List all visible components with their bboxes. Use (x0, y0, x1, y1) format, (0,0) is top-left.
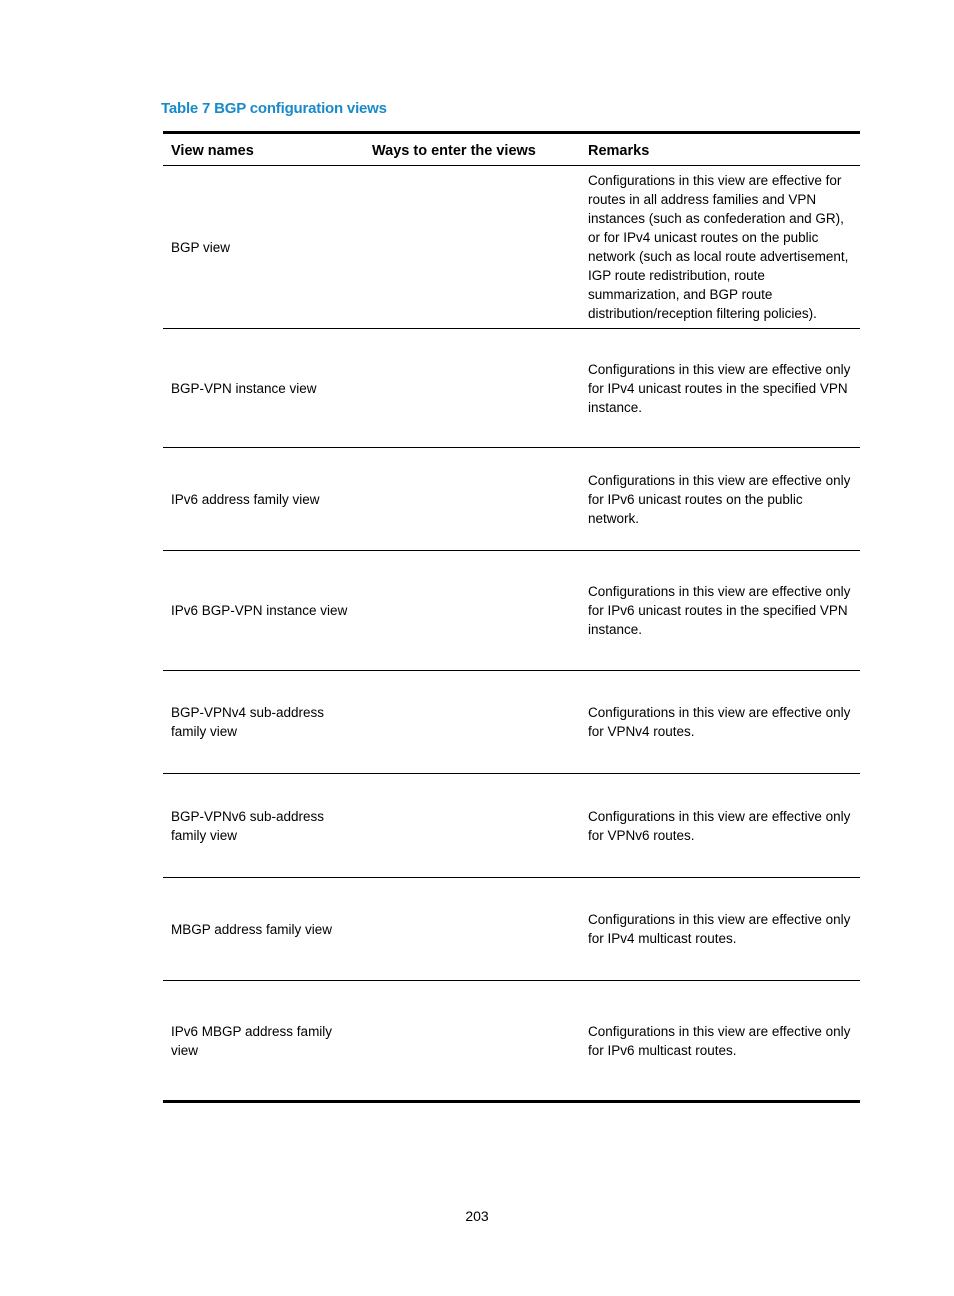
ways-cell (364, 981, 580, 1102)
ways-cell (364, 329, 580, 448)
table-row (163, 774, 860, 878)
ways-cell (364, 774, 580, 878)
ways-cell (364, 551, 580, 671)
ways-cell (364, 166, 580, 329)
view-name-cell: BGP view (163, 166, 364, 329)
remarks-cell: Configurations in this view are effective only for IPv4 unicast routes in the specified VPN instance. (580, 329, 860, 448)
table-row (163, 551, 860, 671)
column-header-ways: Ways to enter the views (364, 133, 580, 166)
view-name-cell: IPv6 BGP-VPN instance view (163, 551, 364, 671)
table-header-row (163, 133, 860, 166)
table-row (163, 878, 860, 981)
view-name-cell: BGP-VPN instance view (163, 329, 364, 448)
ways-cell (364, 671, 580, 774)
ways-cell (364, 878, 580, 981)
table-row (163, 671, 860, 774)
remarks-cell: Configurations in this view are effective only for IPv4 multicast routes. (580, 878, 860, 981)
remarks-cell: Configurations in this view are effective only for VPNv4 routes. (580, 671, 860, 774)
bgp-views-table (163, 131, 860, 1103)
table-row (163, 448, 860, 551)
remarks-cell: Configurations in this view are effective only for VPNv6 routes. (580, 774, 860, 878)
column-header-view-names: View names (163, 133, 364, 166)
table-caption: Table 7 BGP configuration views (161, 100, 387, 117)
view-name-cell: MBGP address family view (163, 878, 364, 981)
remarks-cell: Configurations in this view are effective only for IPv6 unicast routes on the public network. (580, 448, 860, 551)
view-name-cell: IPv6 address family view (163, 448, 364, 551)
table-row (163, 329, 860, 448)
remarks-cell: Configurations in this view are effective only for IPv6 multicast routes. (580, 981, 860, 1102)
column-header-remarks: Remarks (580, 133, 860, 166)
view-name-cell: IPv6 MBGP address family view (163, 981, 364, 1102)
remarks-cell: Configurations in this view are effective for routes in all address families and VPN instances (such as confederation and GR), or for IPv4 unicast routes on the public network (such as local route advertisement, IGP route redistribution, route summarization, and BGP route distribution/reception filtering policies). (580, 166, 860, 329)
view-name-cell: BGP-VPNv6 sub-address family view (163, 774, 364, 878)
table-row (163, 981, 860, 1102)
remarks-cell: Configurations in this view are effective only for IPv6 unicast routes in the specified VPN instance. (580, 551, 860, 671)
view-name-cell: BGP-VPNv4 sub-address family view (163, 671, 364, 774)
page-number: 203 (465, 1208, 489, 1224)
table-row (163, 166, 860, 329)
ways-cell (364, 448, 580, 551)
